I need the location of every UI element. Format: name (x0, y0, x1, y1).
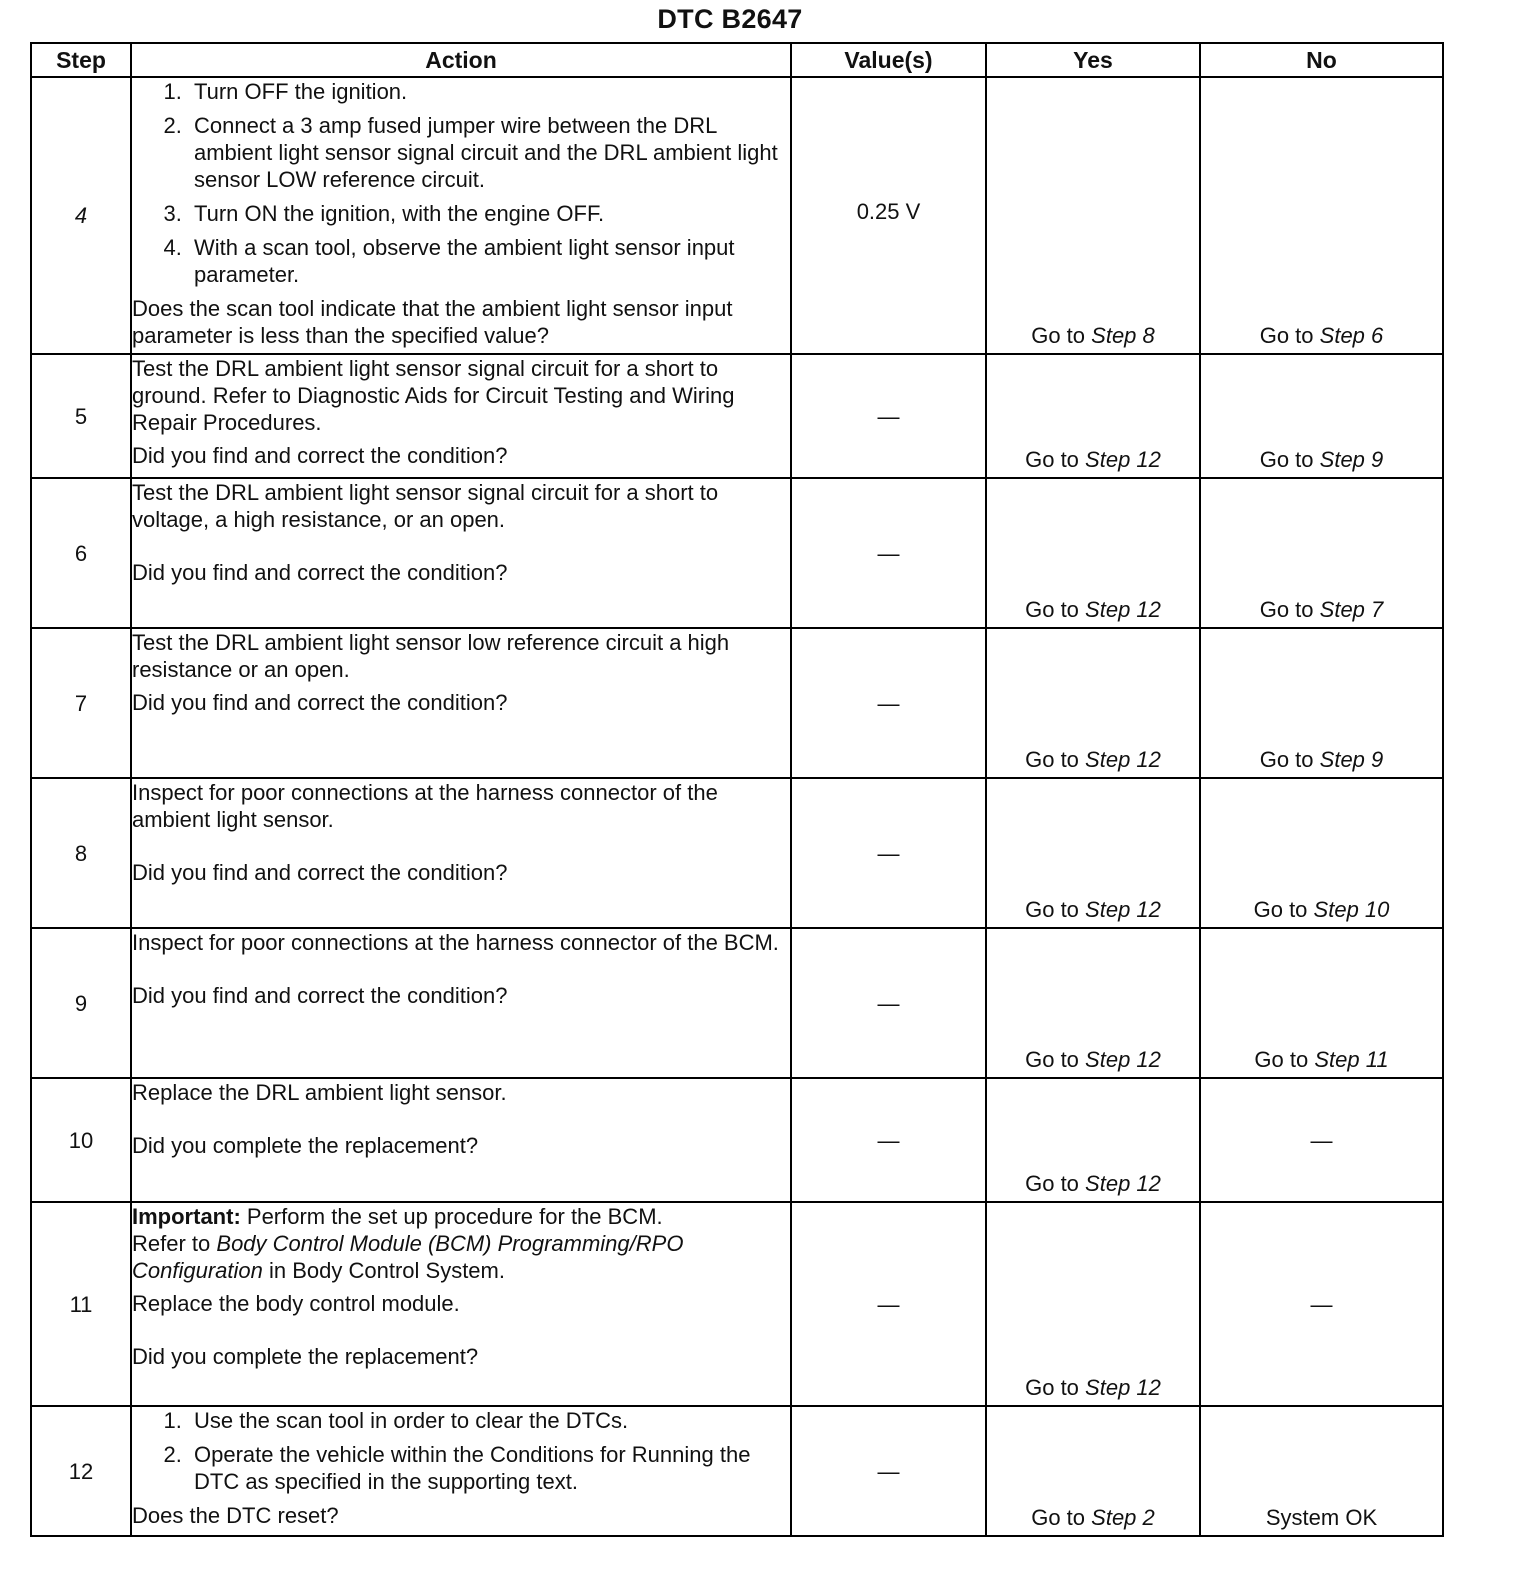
action-cell (131, 1406, 791, 1536)
yes-cell (986, 928, 1200, 1078)
step-number: 4 (31, 77, 131, 354)
action-cell (131, 478, 791, 628)
step-link[interactable]: Step 12 (1085, 447, 1161, 472)
value-cell: — (791, 1202, 986, 1406)
column-header-values: Value(s) (791, 43, 986, 77)
list-item: 2. Connect a 3 amp fused jumper wire between the DRL ambient light sensor signal circuit and the DRL ambient light sensor LOW reference circuit. (188, 112, 790, 193)
goto-prefix: Go to (1253, 897, 1308, 922)
goto-prefix: Go to (1031, 1505, 1086, 1530)
action-text: Test the DRL ambient light sensor low reference circuit a high resistance or an open. (132, 630, 730, 682)
column-header-no: No (1200, 43, 1443, 77)
table-header-row (31, 43, 1443, 77)
yes-cell (986, 1406, 1200, 1536)
action-question: Did you complete the replacement? (132, 1133, 479, 1158)
action-question: Did you find and correct the condition? (132, 983, 508, 1008)
column-header-yes: Yes (986, 43, 1200, 77)
table-row (31, 478, 1443, 628)
action-text: Replace the DRL ambient light sensor. (132, 1080, 507, 1105)
value-cell: — (791, 628, 986, 778)
value-cell: — (791, 778, 986, 928)
diagnostic-table (30, 42, 1444, 1537)
step-link[interactable]: Step 2 (1091, 1505, 1155, 1530)
no-cell (1200, 77, 1443, 354)
page-title: DTC B2647 (657, 4, 803, 34)
action-text: Replace the body control module. (132, 1291, 460, 1316)
no-cell: — (1200, 1078, 1443, 1202)
action-question: Did you find and correct the condition? (132, 443, 508, 468)
goto-prefix: Go to (1259, 323, 1314, 348)
refer-suffix: in Body Control System. (269, 1258, 505, 1283)
step-link[interactable]: Step 12 (1085, 897, 1161, 922)
yes-cell (986, 778, 1200, 928)
action-list (132, 78, 790, 288)
yes-cell (986, 77, 1200, 354)
action-cell (131, 354, 791, 478)
important-note (132, 1203, 790, 1284)
no-cell (1200, 928, 1443, 1078)
goto-prefix: Go to (1031, 323, 1086, 348)
goto-prefix: Go to (1025, 897, 1079, 922)
step-link[interactable]: Step 11 (1314, 1047, 1389, 1072)
action-cell (131, 628, 791, 778)
step-link[interactable]: Step 8 (1091, 323, 1155, 348)
no-cell: — (1200, 1202, 1443, 1406)
step-link[interactable]: Step 12 (1085, 1375, 1161, 1400)
action-question: Did you find and correct the condition? (132, 860, 508, 885)
value-cell: 0.25 V (791, 77, 986, 354)
list-item: 4. With a scan tool, observe the ambient light sensor input parameter. (188, 234, 790, 288)
goto-prefix: Go to (1259, 597, 1314, 622)
table-row (31, 928, 1443, 1078)
yes-cell (986, 628, 1200, 778)
list-item: 1. Turn OFF the ignition. (188, 78, 790, 105)
step-number: 11 (31, 1202, 131, 1406)
list-item: 2. Operate the vehicle within the Conditions for Running the DTC as specified in the supporting text. (188, 1441, 790, 1495)
step-link[interactable]: Step 7 (1319, 597, 1384, 622)
step-link[interactable]: Step 12 (1085, 597, 1161, 622)
step-link[interactable]: Step 12 (1085, 747, 1161, 772)
refer-link[interactable]: Body Control Module (BCM) Programming/RPO Configuration (132, 1231, 684, 1283)
value-cell: — (791, 928, 986, 1078)
no-cell (1200, 628, 1443, 778)
goto-prefix: Go to (1025, 447, 1079, 472)
value-cell: — (791, 478, 986, 628)
step-number: 5 (31, 354, 131, 478)
yes-cell (986, 478, 1200, 628)
step-number: 8 (31, 778, 131, 928)
step-link[interactable]: Step 9 (1319, 747, 1384, 772)
action-text: Inspect for poor connections at the harness connector of the BCM. (132, 930, 779, 955)
table-row (31, 1202, 1443, 1406)
no-cell (1200, 778, 1443, 928)
goto-prefix: Go to (1025, 747, 1079, 772)
goto-prefix: Go to (1025, 1047, 1079, 1072)
important-label: Important: (132, 1204, 241, 1229)
list-item: 3. Turn ON the ignition, with the engine OFF. (188, 200, 790, 227)
step-number: 12 (31, 1406, 131, 1536)
column-header-step: Step (31, 43, 131, 77)
list-item: 1. Use the scan tool in order to clear the DTCs. (188, 1407, 790, 1434)
action-question: Does the scan tool indicate that the ambient light sensor input parameter is less than the specified value? (132, 296, 733, 348)
step-link[interactable]: Step 12 (1085, 1171, 1161, 1196)
action-question: Does the DTC reset? (132, 1503, 339, 1528)
step-number: 10 (31, 1078, 131, 1202)
table-row (31, 1406, 1443, 1536)
table-row (31, 778, 1443, 928)
action-cell (131, 1078, 791, 1202)
action-text: Inspect for poor connections at the harness connector of the ambient light sensor. (132, 780, 718, 832)
value-cell: — (791, 1078, 986, 1202)
no-cell (1200, 354, 1443, 478)
action-list (132, 1407, 790, 1495)
action-question: Did you complete the replacement? (132, 1344, 479, 1369)
goto-prefix: Go to (1259, 447, 1314, 472)
action-cell (131, 928, 791, 1078)
value-cell: — (791, 1406, 986, 1536)
refer-prefix: Refer to (132, 1231, 211, 1256)
step-link[interactable]: Step 12 (1085, 1047, 1161, 1072)
goto-prefix: Go to (1025, 1171, 1079, 1196)
action-text: Test the DRL ambient light sensor signal circuit for a short to ground. Refer to Diagnostic Aids for Circuit Testing and Wiring Repair Procedures. (132, 356, 735, 435)
yes-cell (986, 1202, 1200, 1406)
step-link[interactable]: Step 9 (1319, 447, 1384, 472)
step-number: 9 (31, 928, 131, 1078)
table-row (31, 77, 1443, 354)
table-row (31, 1078, 1443, 1202)
goto-prefix: Go to (1025, 597, 1079, 622)
table-row (31, 628, 1443, 778)
yes-cell (986, 1078, 1200, 1202)
step-number: 7 (31, 628, 131, 778)
column-header-action: Action (131, 43, 791, 77)
action-question: Did you find and correct the condition? (132, 690, 508, 715)
action-cell (131, 77, 791, 354)
important-text: Perform the set up procedure for the BCM. (246, 1204, 663, 1229)
action-question: Did you find and correct the condition? (132, 560, 508, 585)
action-cell (131, 778, 791, 928)
action-text: Test the DRL ambient light sensor signal circuit for a short to voltage, a high resistance, or an open. (132, 480, 719, 532)
table-row (31, 354, 1443, 478)
goto-prefix: Go to (1254, 1047, 1309, 1072)
no-cell (1200, 478, 1443, 628)
step-number: 6 (31, 478, 131, 628)
step-link[interactable]: Step 10 (1313, 897, 1390, 922)
yes-cell (986, 354, 1200, 478)
goto-prefix: Go to (1259, 747, 1314, 772)
action-cell (131, 1202, 791, 1406)
value-cell: — (791, 354, 986, 478)
goto-prefix: Go to (1025, 1375, 1079, 1400)
step-link[interactable]: Step 6 (1319, 323, 1384, 348)
no-cell: System OK (1200, 1406, 1443, 1536)
